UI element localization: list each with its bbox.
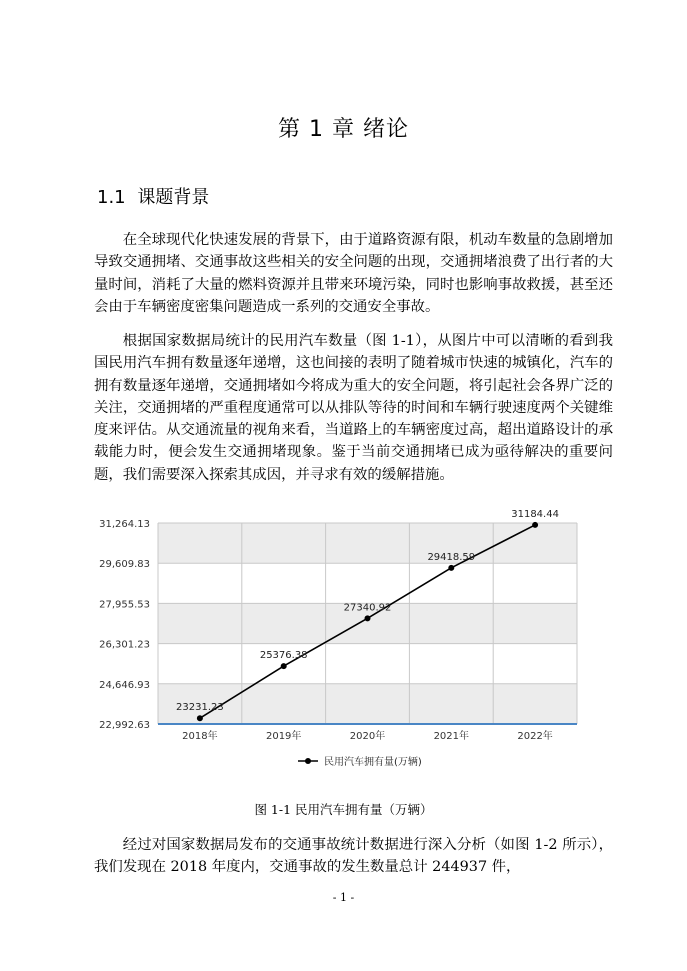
y-tick-label: 31,264.13 [99,519,150,530]
paragraph-1: 在全球现代化快速发展的背景下，由于道路资源有限，机动车数量的急剧增加导致交通拥堵、交通事故这些相关的安全问题的出现，交通拥堵浪费了出行者的大量时间，消耗了大量的燃料资源并且带来环境污染，同时也影响事故救援，甚至还会由于车辆密度密集问题造成一系列的交通安全事故。 [94,232,613,315]
chart-svg [80,497,600,777]
page-number: - 1 - [332,891,355,904]
section-title: 课题背景 [137,187,210,208]
y-tick-label: 29,609.83 [99,559,150,571]
figure-caption: 图 1-1 民用汽车拥有量（万辆） [254,802,433,817]
x-tick-label: 2022年 [517,731,553,742]
data-point [197,715,203,721]
legend-marker-icon [305,758,311,764]
paragraph-2: 根据国家数据局统计的民用汽车数量（图 1-1），从图片中可以清晰的看到我国民用汽车拥有数量逐年递增，这也间接的表明了随着城市快速的城镇化，汽车的拥有数量逐年递增，交通拥堵如今将成为重大的安全问题，将引起社会各界广泛的关注，交通拥堵的严重程度通常可以从排队等待的时间和车辆行驶速度两个关键维度来评估。从交通流量的视角来看，当道路上的车辆密度过高，超出道路设计的承载能力时，便会发生交通拥堵现象。鉴于当前交通拥堵已成为亟待解决的重要问题，我们需要深入探索其成因，并寻求有效的缓解措施。 [94,333,613,483]
y-tick-label: 26,301.23 [99,639,150,651]
data-label: 29418.59 [427,551,476,563]
line-chart [80,497,600,777]
section-number: 1.1 [97,187,126,208]
grid-band [158,523,577,563]
data-point [448,565,454,571]
data-label: 31184.44 [511,508,559,520]
legend-label: 民用汽车拥有量(万辆) [324,757,422,768]
x-tick-label: 2019年 [265,731,302,742]
paragraph-3: 经过对国家数据局发布的交通事故统计数据进行深入分析（如图 1-2 所示），我们发现在 2018 年度内，交通事故的发生数量总计 244937 件， [94,837,613,876]
y-tick-label: 22,992.63 [99,720,150,731]
x-tick-label: 2020年 [349,731,386,742]
chapter-title: 第 1 章 绪论 [278,117,409,142]
y-tick-label: 24,646.93 [99,679,150,691]
section-heading [97,183,209,209]
x-tick-label: 2018年 [182,731,218,742]
data-label: 27340.92 [343,602,392,614]
y-tick-label: 27,955.53 [99,599,150,611]
data-point [532,522,538,528]
data-point [365,615,371,621]
data-label: 23231.23 [176,702,224,714]
data-label: 25376.38 [259,650,308,662]
x-tick-label: 2021年 [433,731,470,742]
data-point [281,663,287,669]
